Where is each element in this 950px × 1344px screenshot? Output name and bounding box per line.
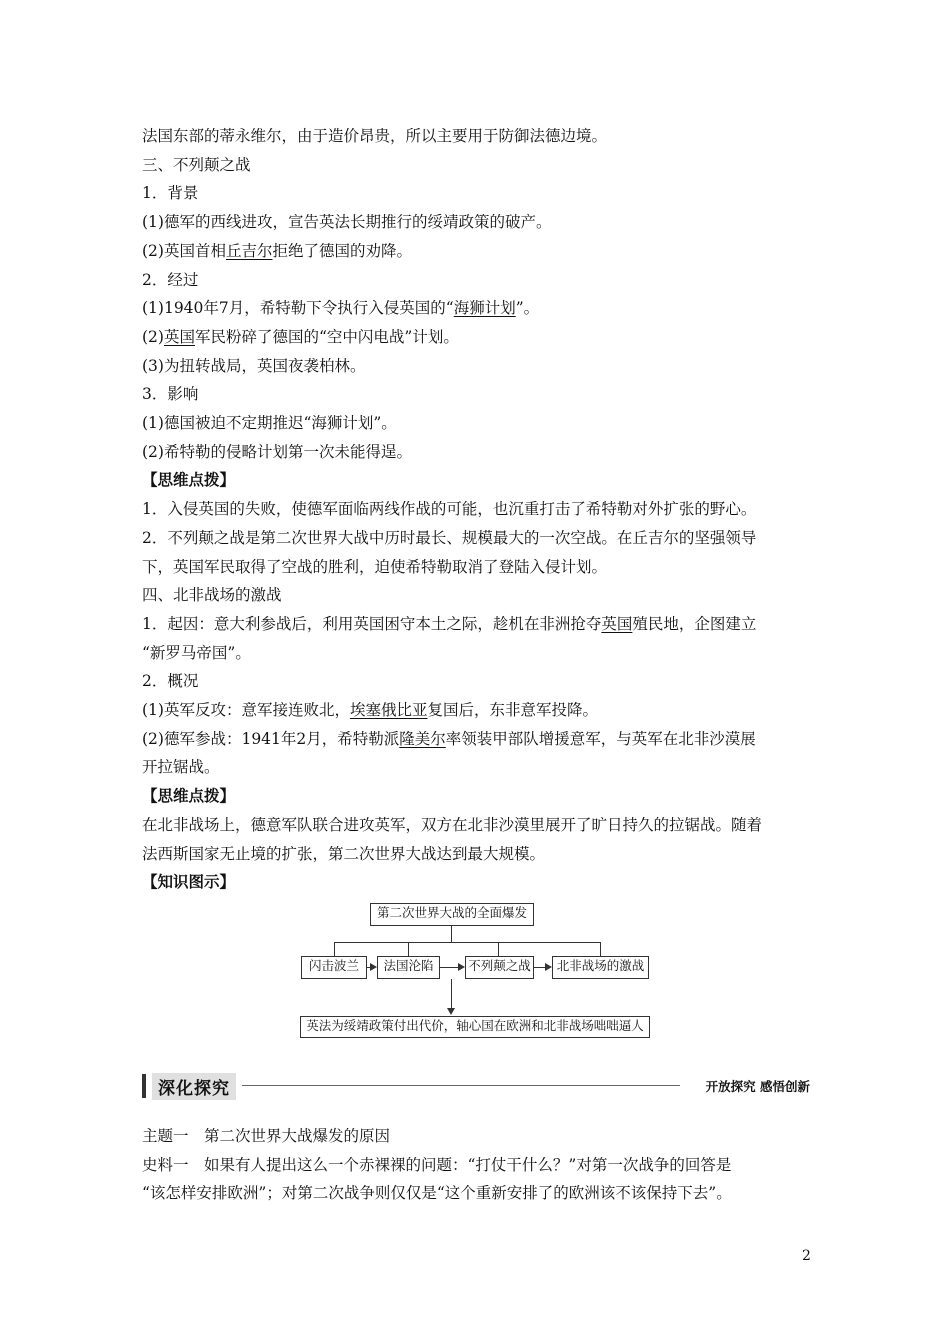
text-line: 在北非战场上，德意军队联合进攻英军，双方在北非沙漠里展开了旷日持久的拉锯战。随着 — [142, 815, 763, 834]
text-line — [142, 729, 756, 749]
arrow-right-icon — [458, 963, 465, 971]
diagram-stage-3: 不列颠之战 — [465, 956, 534, 979]
text-line: 下，英国军民取得了空战的胜利，迫使希特勒取消了登陆入侵计划。 — [142, 557, 608, 576]
text-line: 主题一 第二次世界大战爆发的原因 — [142, 1127, 391, 1145]
banner-subtitle: 开放探究 感悟创新 — [705, 1079, 810, 1094]
connector — [334, 942, 600, 943]
section-banner — [142, 1072, 810, 1100]
text-line — [142, 614, 756, 634]
text-line: 3．影响 — [142, 385, 199, 404]
text-line: 三、不列颠之战 — [142, 155, 251, 174]
text-line: 史料一 如果有人提出这么一个赤裸裸的问题：“打仗干什么？”对第一次战争的回答是 — [142, 1155, 732, 1174]
text-line: 1．背景 — [142, 184, 199, 203]
diagram-stage-4: 北非战场的激战 — [552, 956, 649, 979]
text-line — [142, 700, 598, 720]
text-line — [142, 327, 459, 347]
text-line: “该怎样安排欧洲”；对第二次战争则仅仅是“这个重新安排了的欧洲该不该保持下去”。 — [142, 1184, 732, 1203]
text-line: (1)德军的西线进攻，宣告英法长期推行的绥靖政策的破产。 — [142, 213, 552, 232]
banner-bar — [142, 1074, 146, 1098]
text-line: 2．经过 — [142, 270, 199, 289]
text-segment: (2) — [142, 327, 164, 346]
underlined-answer: 隆美尔 — [399, 729, 446, 748]
text-line: (1)德国被迫不定期推迟“海狮计划”。 — [142, 414, 397, 432]
text-line: 2．不列颠之战是第二次世界大战中历时最长、规模最大的一次空战。在丘吉尔的坚强领导 — [142, 528, 757, 547]
banner-title: 深化探究 — [152, 1073, 236, 1100]
text-segment: (1)英军反攻：意军接连败北， — [142, 701, 350, 719]
connector — [498, 942, 499, 956]
text-segment: ”。 — [515, 299, 540, 318]
text-line — [142, 241, 412, 261]
text-line: 开拉锯战。 — [142, 758, 220, 777]
text-segment: 复国后，东非意军投降。 — [427, 701, 598, 719]
section-heading: 【思维点拨】 — [142, 470, 236, 490]
text-line: 法国东部的蒂永维尔，由于造价昂贵，所以主要用于防御法德边境。 — [142, 127, 608, 145]
underlined-answer: 埃塞俄比亚 — [349, 701, 428, 719]
section-heading: 【知识图示】 — [142, 872, 236, 892]
connector — [408, 942, 409, 956]
text-line: 2．概况 — [142, 672, 199, 691]
text-line: 法西斯国家无止境的扩张，第二次世界大战达到最大规模。 — [142, 844, 546, 863]
text-segment: 军民粉碎了德国的“空中闪电战”计划。 — [194, 327, 459, 346]
text-segment: 殖民地，企图建立 — [632, 614, 757, 633]
connector — [334, 942, 335, 956]
connector — [451, 926, 452, 942]
text-line: 1．入侵英国的失败，使德军面临两线作战的可能，也沉重打击了希特勒对外扩张的野心。 — [142, 500, 757, 519]
diagram-bottom-box: 英法为绥靖政策付出代价，轴心国在欧洲和北非战场咄咄逼人 — [300, 1016, 650, 1038]
text-line: (3)为扭转战局，英国夜袭柏林。 — [142, 356, 366, 375]
diagram-stage-2: 法国沦陷 — [377, 956, 440, 979]
arrow-right-icon — [545, 963, 552, 971]
text-line — [142, 298, 539, 318]
diagram-top-box: 第二次世界大战的全面爆发 — [370, 903, 534, 926]
text-segment: 1．起因：意大利参战后，利用英国困守本土之际，趁机在非洲抢夺 — [142, 614, 602, 633]
text-segment: (2)英国首相 — [142, 241, 226, 260]
text-segment: (2)德军参战：1941年2月，希特勒派 — [142, 729, 400, 748]
text-segment: (1)1940年7月，希特勒下令执行入侵英国的“ — [142, 299, 454, 318]
underlined-answer: 英国 — [163, 327, 195, 346]
underlined-answer: 丘吉尔 — [225, 241, 273, 260]
connector — [440, 967, 460, 968]
banner-rule — [242, 1085, 680, 1086]
diagram-stage-1: 闪击波兰 — [301, 956, 367, 979]
underlined-answer: 海狮计划 — [453, 299, 516, 318]
text-line: “新罗马帝国”。 — [142, 643, 251, 662]
text-line: 四、北非战场的激战 — [142, 586, 282, 605]
text-segment: 率领装甲部队增援意军，与英军在北非沙漠展 — [445, 729, 756, 748]
connector — [600, 942, 601, 956]
arrow-down-icon — [447, 1008, 455, 1015]
text-line: (2)希特勒的侵略计划第一次未能得逞。 — [142, 442, 412, 461]
underlined-answer: 英国 — [601, 614, 633, 633]
connector — [451, 979, 452, 1009]
page-number: 2 — [802, 1248, 811, 1264]
arrow-right-icon — [370, 963, 377, 971]
section-heading: 【思维点拨】 — [142, 786, 236, 806]
text-segment: 拒绝了德国的劝降。 — [272, 241, 412, 260]
